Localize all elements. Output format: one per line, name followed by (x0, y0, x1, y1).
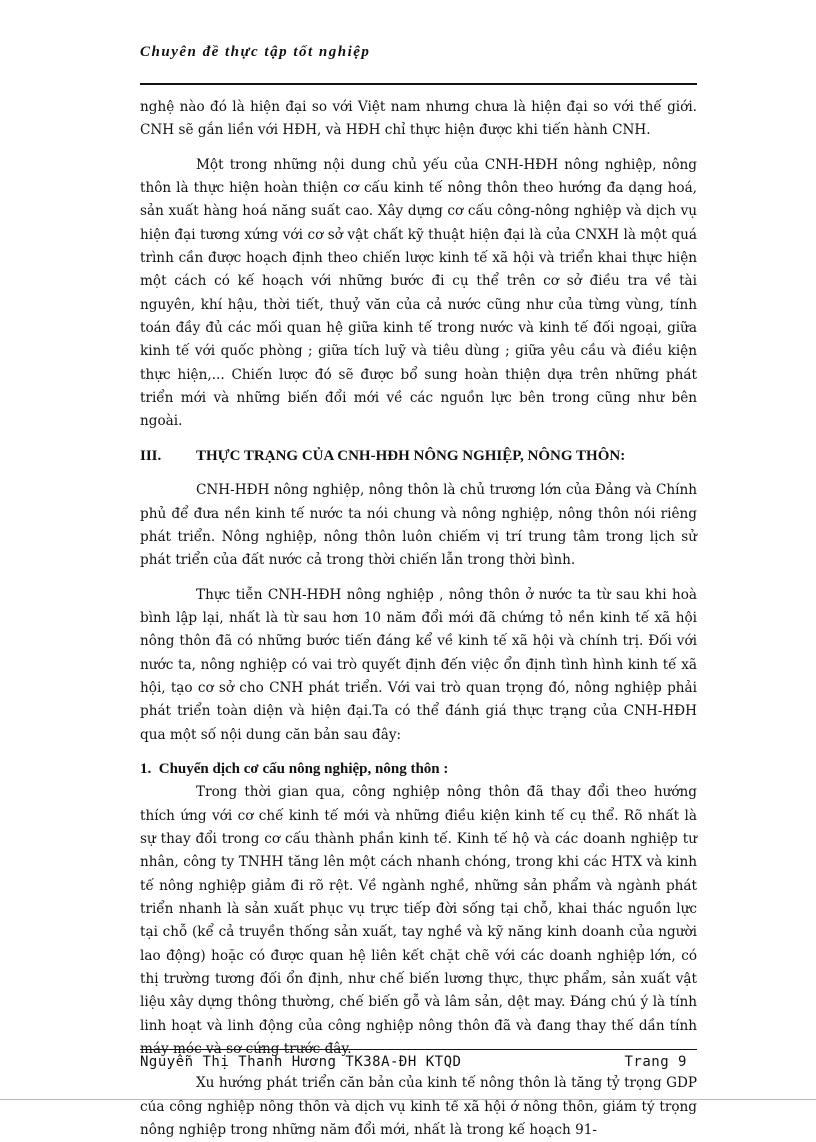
document-body (140, 96, 697, 1142)
section-heading-iii (140, 445, 697, 468)
subsection-heading-1 (140, 758, 697, 781)
paragraph-2: Một trong những nội dung chủ yếu của CNH-HĐH nông nghiệp, nông thôn là thực hiện hoàn thiện cơ cấu kinh tế nông thôn theo hướng đa dạng hoá, sản xuất hàng hoá năng suất cao. Xây dựng cơ cấu công-nông nghiệp và dịch vụ hiện đại tương xứng với cơ sở vật chất kỹ thuật hiện đại là của CNXH là một quá trình cần được hoạch định theo chiến lược kinh tế xã hội và triển khai thực hiện một cách có kế hoạch với những bước đi cụ thể trên cơ sở điều tra về tài nguyên, khí hậu, thời tiết, thuỷ văn của cả nước cũng như của từng vùng, tính toán đầy đủ các mối quan hệ giữa kinh tế trong nước và kinh tế đối ngoại, giữa kinh tế với quốc phòng ; giữa tích luỹ và tiêu dùng ; giữa yêu cầu và điều kiện thực hiện,... Chiến lược đó sẽ được bổ sung hoàn thiện dựa trên những phát triển mới và những biến đổi mới về các nguồn lực bên trong cũng như bên ngoài. (140, 156, 697, 430)
paragraph-3: CNH-HĐH nông nghiệp, nông thôn là chủ trương lớn của Đảng và Chính phủ để đưa nền kinh tế nước ta nói chung và nông nghiệp, nông thôn nói riêng phát triển. Nông nghiệp, nông thôn luôn chiếm vị trí trung tâm trong lịch sử phát triển của đất nước cả trong thời chiến lẫn trong thời bình. (140, 482, 697, 569)
page-bottom-line (0, 1099, 816, 1100)
section-number: III. (140, 447, 162, 464)
footer-divider (140, 1049, 697, 1050)
header-divider (140, 83, 697, 85)
paragraph-4: Thực tiễn CNH-HĐH nông nghiệp , nông thôn ở nước ta từ sau khi hoà bình lập lại, nhất là từ sau hơn 10 năm đổi mới đã chứng tỏ nền kinh tế xã hội nông thôn đã có những bước tiến đáng kể về kinh tế xã hội và chính trị. Đối với nước ta, nông nghiệp có vai trò quyết định đến việc ổn định tình hình kinh tế xã hội, tạo cơ sở cho CNH phát triển. Với vai trò quan trọng đó, nông nghiệp phải phát triển toàn diện và hiện đại.Ta có thể đánh giá thực trạng của CNH-HĐH qua một số nội dung căn bản sau đây: (140, 586, 697, 743)
page-number: Trang 9 (624, 1054, 687, 1070)
subsection-title: Chuyển dịch cơ cấu nông nghiệp, nông thôn : (158, 760, 449, 777)
page-footer (140, 1054, 697, 1070)
section-title: THỰC TRẠNG CỦA CNH-HĐH NÔNG NGHIỆP, NÔNG THÔN: (196, 447, 626, 464)
page-header-title: Chuyên đề thực tập tốt nghiệp (140, 44, 371, 60)
paragraph-1: nghệ nào đó là hiện đại so với Việt nam nhưng chưa là hiện đại so với thế giới. CNH sẽ gắn liền với HĐH, và HĐH chỉ thực hiện được khi tiến hành CNH. (140, 99, 697, 139)
paragraph-6: Xu hướng phát triển căn bản của kinh tế nông thôn là tăng tỷ trọng GDP của công nghiệp nông thôn và dịch vụ kinh tế xã hội ở nông thôn, giảm tỷ trọng nông nghiệp trong những năm đổi mới, nhất là trong kế hoạch 91- (140, 1075, 697, 1139)
paragraph-5: Trong thời gian qua, công nghiệp nông thôn đã thay đổi theo hướng thích ứng với cơ chế kinh tế mới và những điều kiện kinh tế cụ thể. Rõ nhất là sự thay đổi trong cơ cấu thành phần kinh tế. Kinh tế hộ và các doanh nghiệp tư nhân, công ty TNHH tăng lên một cách nhanh chóng, trong khi các HTX và kinh tế nông nghiệp giảm đi rõ rệt. Về ngành nghề, những sản phẩm và ngành phát triển nhanh là sản xuất phục vụ trực tiếp đời sống tại chỗ, khai thác nguồn lực tại chỗ (kể cả truyền thống sản xuất, tay nghề và kỹ năng kinh doanh của người lao động) hoặc có được quan hệ liên kết chặt chẽ với các doanh nghiệp lớn, có thị trường tương đối ổn định, như chế biến lương thực, thực phẩm, sản xuất vật liệu xây dựng thông thường, chế biến gỗ và lâm sản, dệt may. Đáng chú ý là tính linh hoạt và linh động của công nghiệp nông thôn đã và đang thay thế dần tính máy móc và sơ cứng trước đây. (140, 784, 697, 1058)
subsection-number: 1. (140, 760, 152, 777)
footer-author: Nguyễn Thị Thanh Hương TK38A-ĐH KTQD (140, 1054, 462, 1070)
